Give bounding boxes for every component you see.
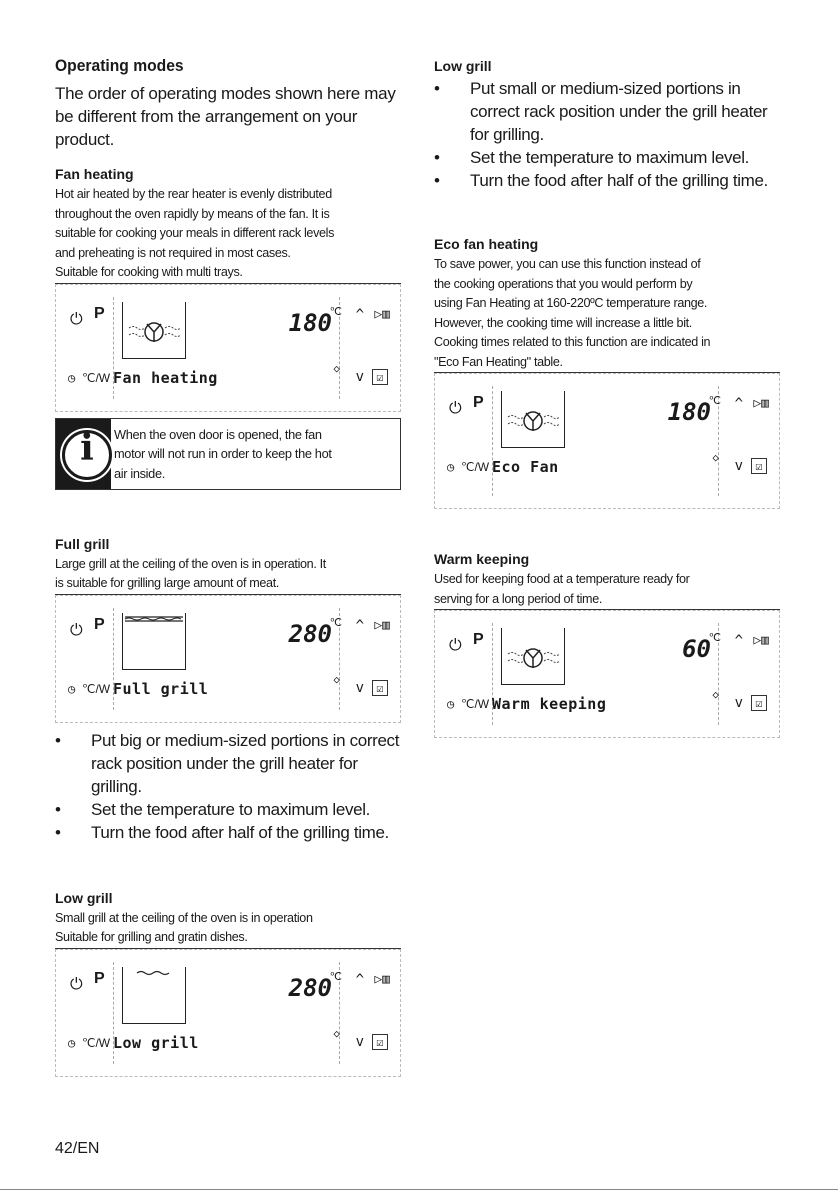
up-arrow-icon: ^ xyxy=(355,971,364,988)
power-icon: ⏻ xyxy=(70,619,83,639)
info-text xyxy=(114,425,332,484)
bullet-line: • Put small or medium-sized portions in xyxy=(470,79,741,98)
confirm-icon: ☑ xyxy=(372,680,388,696)
program-label: P xyxy=(94,615,105,633)
confirm-icon: ☑ xyxy=(372,1034,388,1050)
clock-icon: ◷ xyxy=(68,1035,76,1050)
down-arrow-icon: v xyxy=(355,1033,364,1050)
fan-heating-description xyxy=(55,185,401,284)
list-item xyxy=(55,798,401,821)
start-stop-icon: ▷▥ xyxy=(374,971,390,987)
temp-weight-label: ℃/W xyxy=(461,460,490,474)
temp-weight-label: ℃/W xyxy=(461,697,490,711)
power-icon: ⏻ xyxy=(70,308,83,328)
start-stop-icon: ▷▥ xyxy=(753,633,769,648)
start-stop-icon: ▷▥ xyxy=(374,617,390,633)
start-stop-icon: ▷▥ xyxy=(374,306,390,322)
program-label: P xyxy=(94,304,105,322)
eco-fan-heading: Eco fan heating xyxy=(434,236,539,252)
intro-line: be different from the arrangement on your xyxy=(55,107,358,126)
down-arrow-icon: v xyxy=(355,679,364,696)
full-grill-description xyxy=(55,555,401,595)
bullet-line: • Turn the food after half of the grilling time. xyxy=(91,822,389,842)
low-grill-tips xyxy=(434,77,780,192)
clock-icon: ◷ xyxy=(447,460,455,474)
low-grill-heading: Low grill xyxy=(434,58,492,74)
warm-keeping-icon xyxy=(501,628,565,685)
scroll-icon: ◇ xyxy=(712,688,719,701)
text-line: using Fan Heating at 160-220ºC temperature range. xyxy=(434,296,708,310)
temp-weight-label: ℃/W xyxy=(82,681,111,696)
temperature-readout: 280 xyxy=(288,619,332,648)
clock-icon: ◷ xyxy=(447,697,455,711)
list-item xyxy=(434,77,780,146)
info-icon: i xyxy=(56,419,111,489)
celsius-icon: ℃ xyxy=(329,615,342,629)
mode-name: Warm keeping xyxy=(492,695,607,713)
oven-display-warm-keeping xyxy=(434,610,780,738)
fan-heating-heading: Fan heating xyxy=(55,166,134,182)
down-arrow-icon: v xyxy=(734,458,743,474)
oven-display-eco-fan xyxy=(434,373,780,509)
celsius-icon: ℃ xyxy=(708,631,721,644)
text-line: the cooking operations that you would perform by xyxy=(434,276,693,291)
full-grill-icon xyxy=(122,613,186,670)
low-grill-description xyxy=(55,909,401,949)
left-column xyxy=(55,56,401,1077)
bullet-line: • Turn the food after half of the grilling time. xyxy=(470,171,768,190)
mode-name: Eco Fan xyxy=(492,458,559,476)
warm-keeping-description xyxy=(434,570,780,610)
intro-line: The order of operating modes shown here may xyxy=(55,84,396,103)
down-arrow-icon: v xyxy=(734,695,743,711)
down-arrow-icon: v xyxy=(355,368,364,385)
bullet-line: correct rack position under the grill heater xyxy=(470,102,768,121)
bullet-line: • Put big or medium-sized portions in correct xyxy=(91,730,400,750)
text-line: To save power, you can use this function instead of xyxy=(434,257,701,271)
clock-icon: ◷ xyxy=(68,370,76,385)
eco-fan-icon xyxy=(501,391,565,448)
bullet-line: grilling. xyxy=(91,776,142,796)
text-line: Small grill at the ceiling of the oven is in operation xyxy=(55,910,313,925)
divider xyxy=(492,386,493,496)
temp-weight-label: ℃/W xyxy=(82,370,111,385)
list-item xyxy=(434,146,780,169)
text-line: Used for keeping food at a temperature ready for xyxy=(434,572,690,586)
oven-display-full-grill xyxy=(55,595,401,723)
power-icon: ⏻ xyxy=(449,398,462,417)
text-line: serving for a long period of time. xyxy=(434,590,780,611)
confirm-icon: ☑ xyxy=(751,458,767,474)
full-grill-heading: Full grill xyxy=(55,535,110,552)
up-arrow-icon: ^ xyxy=(355,617,364,634)
list-item xyxy=(55,729,401,798)
temp-weight-label: ℃/W xyxy=(82,1035,111,1050)
oven-display-low-grill xyxy=(55,949,401,1077)
text-line: Suitable for cooking with multi trays. xyxy=(55,263,401,284)
oven-display-fan-heating xyxy=(55,284,401,412)
info-line: air inside. xyxy=(114,465,165,481)
mode-name: Full grill xyxy=(113,679,209,698)
celsius-icon: ℃ xyxy=(708,394,721,407)
start-stop-icon: ▷▥ xyxy=(753,396,769,411)
info-line: When the oven door is opened, the fan xyxy=(114,426,322,442)
text-line: Large grill at the ceiling of the oven is in operation. It xyxy=(55,556,326,571)
right-column xyxy=(434,56,780,738)
list-item xyxy=(55,821,401,844)
up-arrow-icon: ^ xyxy=(734,396,743,412)
section-title: Operating modes xyxy=(55,56,184,75)
text-line: throughout the oven rapidly by means of the fan. It is xyxy=(55,206,330,221)
text-line: and preheating is not required in most cases. xyxy=(55,245,291,260)
program-label: P xyxy=(473,631,484,648)
power-icon: ⏻ xyxy=(449,635,462,654)
low-grill-heading: Low grill xyxy=(55,889,113,906)
mode-name: Low grill xyxy=(113,1033,199,1052)
warm-keeping-heading: Warm keeping xyxy=(434,551,530,567)
text-line: Cooking times related to this function are indicated in xyxy=(434,335,711,349)
celsius-icon: ℃ xyxy=(329,304,342,318)
scroll-icon: ◇ xyxy=(333,1026,340,1040)
text-line: "Eco Fan Heating" table. xyxy=(434,353,780,374)
text-line: suitable for cooking your meals in different rack levels xyxy=(55,226,335,240)
fan-heating-icon xyxy=(122,302,186,359)
program-label: P xyxy=(473,394,484,411)
scroll-icon: ◇ xyxy=(333,672,340,686)
up-arrow-icon: ^ xyxy=(355,306,364,323)
clock-icon: ◷ xyxy=(68,681,76,696)
confirm-icon: ☑ xyxy=(751,695,767,711)
bullet-line: rack position under the grill heater for xyxy=(91,753,358,773)
low-grill-icon xyxy=(122,967,186,1024)
temperature-readout: 180 xyxy=(288,308,332,337)
mode-name: Fan heating xyxy=(113,368,218,387)
up-arrow-icon: ^ xyxy=(734,633,743,649)
page-bottom-rule xyxy=(0,1189,838,1190)
celsius-icon: ℃ xyxy=(329,969,342,983)
power-icon: ⏻ xyxy=(70,973,83,993)
confirm-icon: ☑ xyxy=(372,369,388,385)
scroll-icon: ◇ xyxy=(712,451,719,464)
page-number: 42/EN xyxy=(55,1140,100,1157)
temperature-readout: 60 xyxy=(682,635,711,663)
intro-text xyxy=(55,82,401,151)
bullet-line: for grilling. xyxy=(470,125,544,144)
temperature-readout: 280 xyxy=(288,973,332,1002)
eco-fan-description xyxy=(434,255,780,373)
bullet-line: • Set the temperature to maximum level. xyxy=(91,799,371,819)
intro-line: product. xyxy=(55,130,115,149)
text-line: However, the cooking time will increase a little bit. xyxy=(434,315,692,330)
full-grill-tips xyxy=(55,729,401,844)
text-line: Hot air heated by the rear heater is evenly distributed xyxy=(55,187,332,201)
text-line: Suitable for grilling and gratin dishes. xyxy=(55,928,401,949)
temperature-readout: 180 xyxy=(667,398,711,426)
bullet-line: • Set the temperature to maximum level. xyxy=(470,148,750,167)
info-line: motor will not run in order to keep the hot xyxy=(114,446,332,461)
list-item xyxy=(434,169,780,192)
program-label: P xyxy=(94,969,105,987)
text-line: is suitable for grilling large amount of meat. xyxy=(55,574,401,595)
info-note xyxy=(55,418,401,490)
scroll-icon: ◇ xyxy=(333,361,340,375)
